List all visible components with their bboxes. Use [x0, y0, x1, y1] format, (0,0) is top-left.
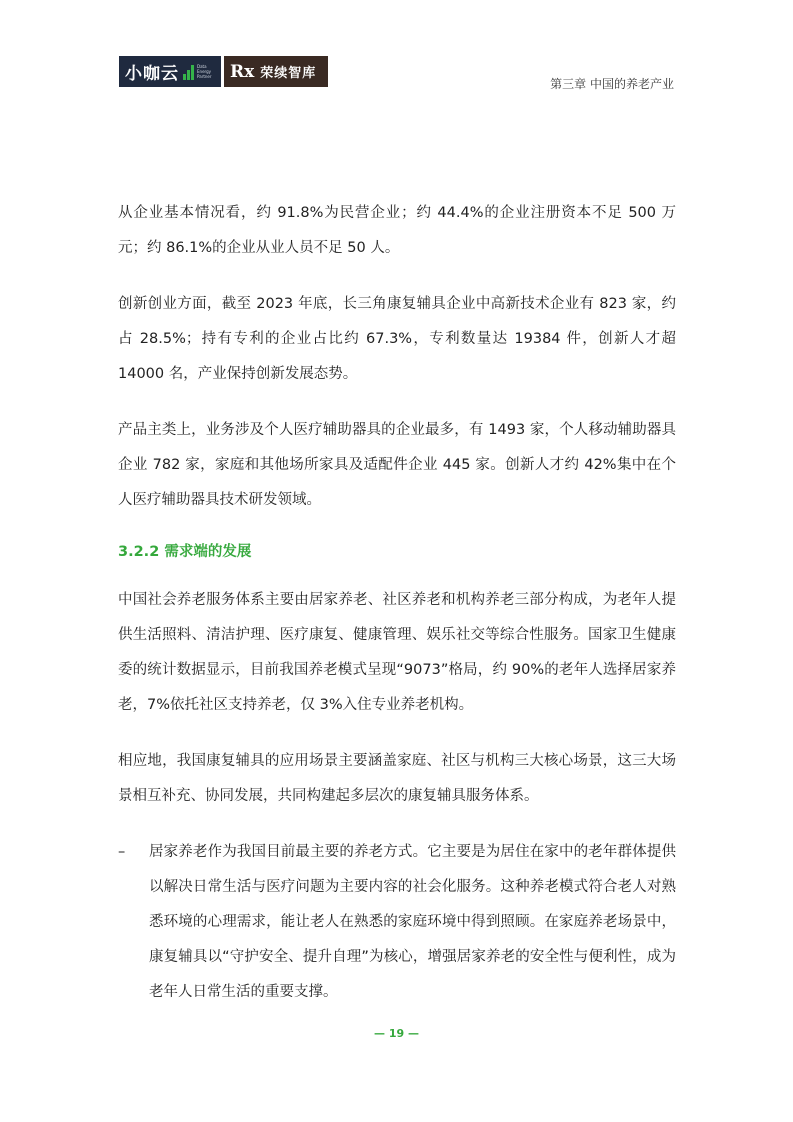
page-body	[118, 196, 676, 1010]
xiaokayun-logo	[119, 56, 221, 87]
body-paragraph: 从企业基本情况看，约 91.8%为民营企业；约 44.4%的企业注册资本不足 500 万元；约 86.1%的企业从业人员不足 50 人。	[118, 205, 676, 256]
body-paragraph: 产品主类上，业务涉及个人医疗辅助器具的企业最多，有 1493 家，个人移动辅助器具企业 782 家，家庭和其他场所家具及适配件企业 445 家。创新人才约 42%集中在个人医疗辅助器具技术研发领域。	[118, 422, 676, 508]
xiaokayun-logo-subtext: Data Energy Partner	[197, 64, 212, 79]
bullet-text: 居家养老作为我国目前最主要的养老方式。它主要是为居住在家中的老年群体提供以解决日常生活与医疗问题为主要内容的社会化服务。这种养老模式符合老人对熟悉环境的心理需求，能让老人在熟悉的家庭环境中得到照顾。在家庭养老场景中，康复辅具以“守护安全、提升自理”为核心，增强居家养老的安全性与便利性，成为老年人日常生活的重要支撑。	[149, 844, 676, 1000]
page-number: — 19 —	[374, 1027, 419, 1040]
body-paragraph: 创新创业方面，截至 2023 年底，长三角康复辅具企业中高新技术企业有 823 家，约占 28.5%；持有专利的企业占比约 67.3%，专利数量达 19384 件，创新人才超 14000 名，产业保持创新发展态势。	[118, 296, 676, 382]
body-paragraph: 相应地，我国康复辅具的应用场景主要涵盖家庭、社区与机构三大核心场景，这三大场景相互补充、协同发展，共同构建起多层次的康复辅具服务体系。	[118, 753, 676, 804]
bar-chart-icon	[183, 64, 194, 80]
publisher-logos	[119, 56, 328, 87]
rongxu-logo-text: 荣续智库	[260, 66, 317, 81]
xiaokayun-logo-text: 小咖云	[125, 64, 179, 84]
chapter-running-head: 第三章 中国的养老产业	[550, 77, 674, 91]
dash-bullet-icon: –	[118, 844, 126, 860]
bullet-list-item	[118, 835, 676, 1010]
body-paragraph: 中国社会养老服务体系主要由居家养老、社区养老和机构养老三部分构成，为老年人提供生活照料、清洁护理、医疗康复、健康管理、娱乐社交等综合性服务。国家卫生健康委的统计数据显示，目前我国养老模式呈现“9073”格局，约 90%的老年人选择居家养老，7%依托社区支持养老，仅 3%入住专业养老机构。	[118, 592, 676, 713]
rongxu-think-tank-logo	[224, 56, 328, 87]
rx-mark-icon: Rx	[230, 61, 255, 82]
section-heading: 3.2.2 需求端的发展	[118, 544, 252, 560]
